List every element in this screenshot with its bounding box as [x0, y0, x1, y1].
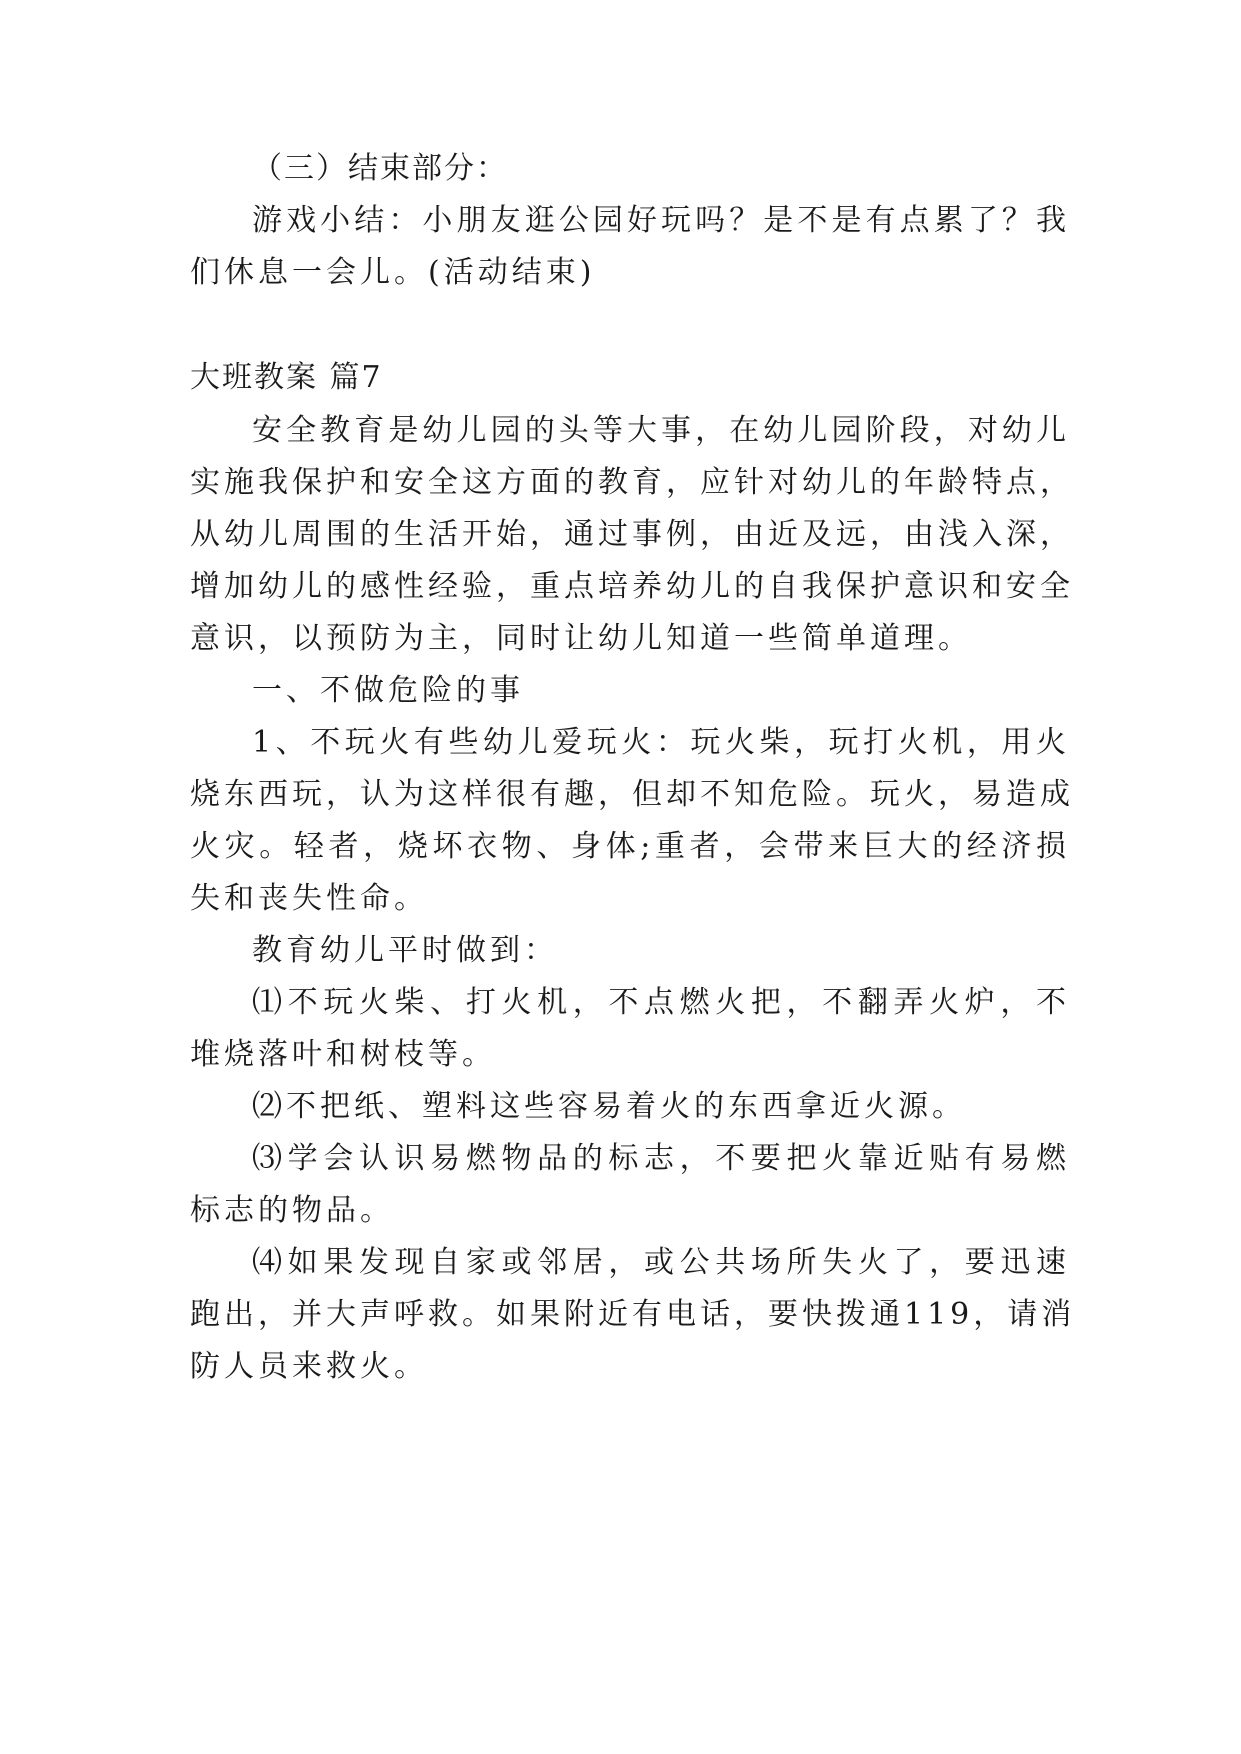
fire-line-4: 失和丧失性命。 [190, 881, 428, 916]
rule-3-line-2: 标志的物品。 [190, 1193, 394, 1228]
rule-1-line-1: ⑴不玩火柴、打火机，不点燃火把，不翻弄火炉，不 [252, 985, 1070, 1020]
intro-line-1: 安全教育是幼儿园的头等大事，在幼儿园阶段，对幼儿 [252, 413, 1070, 448]
fire-line-2: 烧东西玩，认为这样很有趣，但却不知危险。玩火，易造成 [190, 777, 1074, 812]
game-summary-line-1: 游戏小结：小朋友逛公园好玩吗？是不是有点累了？我 [252, 203, 1070, 238]
rule-4-line-1: ⑷如果发现自家或邻居，或公共场所失火了，要迅速 [252, 1245, 1070, 1280]
fire-line-3: 火灾。轻者，烧坏衣物、身体;重者，会带来巨大的经济损 [190, 829, 1070, 864]
intro-line-5: 意识，以预防为主，同时让幼儿知道一些简单道理。 [190, 621, 972, 656]
game-summary-line-2: 们休息一会儿。(活动结束) [190, 255, 596, 290]
section-one-heading: 一、不做危险的事 [252, 673, 524, 708]
rule-4-line-2: 跑出，并大声呼救。如果附近有电话，要快拨通119，请消 [190, 1297, 1076, 1332]
rule-1-line-2: 堆烧落叶和树枝等。 [190, 1037, 496, 1072]
teach-heading: 教育幼儿平时做到： [252, 933, 558, 968]
rule-3-line-1: ⑶学会认识易燃物品的标志，不要把火靠近贴有易燃 [252, 1141, 1070, 1176]
section-end-heading: （三）结束部分： [252, 151, 508, 186]
intro-line-4: 增加幼儿的感性经验，重点培养幼儿的自我保护意识和安全 [190, 569, 1074, 604]
rule-2-line-1: ⑵不把纸、塑料这些容易着火的东西拿近火源。 [252, 1089, 966, 1124]
rule-4-line-3: 防人员来救火。 [190, 1349, 428, 1384]
intro-line-3: 从幼儿周围的生活开始，通过事例，由近及远，由浅入深， [190, 517, 1074, 552]
fire-line-1: 1、不玩火有些幼儿爱玩火：玩火柴，玩打火机，用火 [252, 725, 1070, 760]
article-title: 大班教案 篇7 [190, 360, 383, 395]
intro-line-2: 实施我保护和安全这方面的教育，应针对幼儿的年龄特点， [190, 465, 1074, 500]
